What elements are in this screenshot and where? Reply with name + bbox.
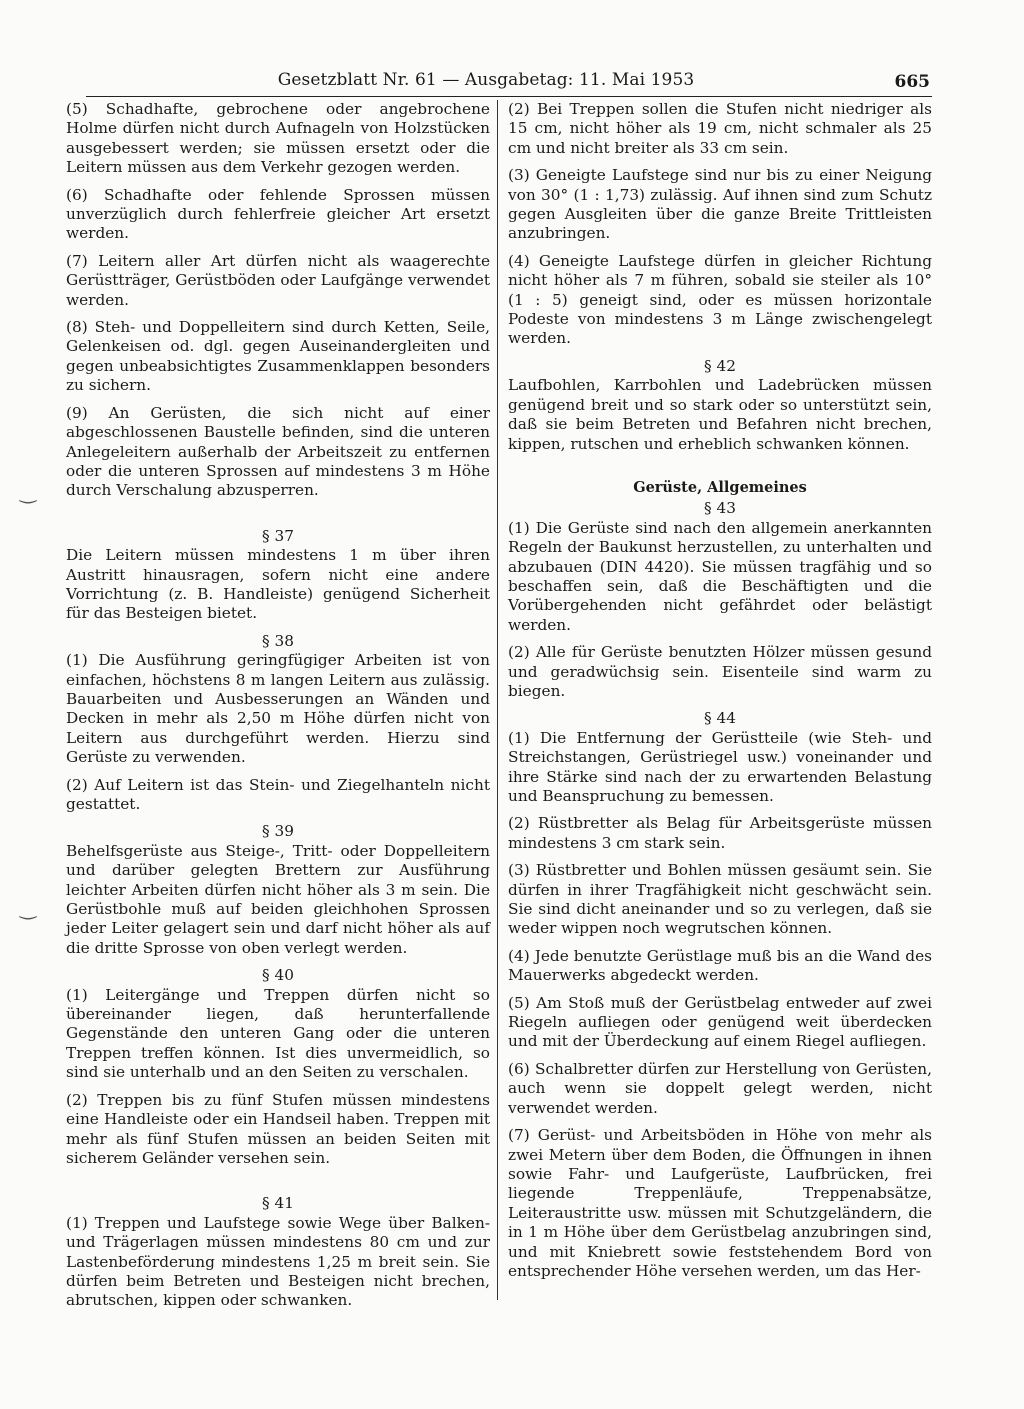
paragraph: (3) Rüstbretter und Bohlen müssen gesäumt sein. Sie dürfen in ihrer Tragfähigkeit nicht geschwächt sein. Sie sind dicht aneinander und so zu verlegen, daß sie weder wippen noch wegrutschen können. (508, 861, 932, 938)
paragraph: (1) Leitergänge und Treppen dürfen nicht so übereinander liegen, daß herunterfallende Gegenstände den unteren Gang oder die unteren Treppen treffen können. Ist dies unvermeidlich, so sind sie unterhalb und an den Seiten zu verschalen. (66, 985, 490, 1082)
section-number: § 44 (704, 709, 736, 728)
paragraph: (1) Die Gerüste sind nach den allgemein anerkannten Regeln der Baukunst herzustellen, zu unterhalten und abzubauen (DIN 4420). Sie müssen tragfähig und so beschaffen sein, daß die Beschäftigten und die Vorübergehenden nicht gefährdet oder belästigt werden. (508, 518, 932, 634)
paragraph: Behelfsgerüste aus Steige-, Tritt- oder Doppelleitern und darüber gelegten Brettern zur Ausführung leichter Arbeiten dürfen nicht höher als 3 m sein. Die Gerüstbohle muß auf beiden gleichhohen Sprossen jeder Leiter gelagert sein und darf nicht höher als auf die dritte Sprosse von oben verlegt werden. (66, 841, 490, 957)
paragraph: Die Leitern müssen mindestens 1 m über ihren Austritt hinausragen, sofern nicht eine andere Vorrichtung (z. B. Handleiste) genügend Sicherheit für das Besteigen bietet. (66, 546, 490, 623)
section-number: § 39 (262, 822, 294, 841)
paragraph: Laufbohlen, Karrbohlen und Ladebrücken müssen genügend breit und so stark oder so unterstützt sein, daß sie beim Betreten und Befahren nicht brechen, kippen, rutschen und erheblich schwanken können. (508, 376, 932, 453)
paragraph: (7) Gerüst- und Arbeitsböden in Höhe von mehr als zwei Metern über dem Boden, die Öffnungen in ihnen sowie Fahr- und Laufgerüste, Laufbrücken, frei liegende Treppenläufe, Treppenabsätze, Leiteraustritte usw. müssen mit Schutzgeländern, die in 1 m Höhe über dem Gerüstbelag anzubringen sind, und mit Kniebrett sowie feststehendem Bord von entsprechender Höhe versehen werden, um das Her- (508, 1126, 932, 1280)
section-number: § 37 (262, 526, 294, 545)
paragraph: (8) Steh- und Doppelleitern sind durch Ketten, Seile, Gelenkeisen od. dgl. gegen Auseinandergleiten und gegen unbeabsichtigtes Zusammenklappen besonders zu sichern. (66, 318, 490, 395)
section-number: § 38 (262, 631, 294, 650)
paragraph: (9) An Gerüsten, die sich nicht auf einer abgeschlossenen Baustelle befinden, sind die unteren Anlegeleitern außerhalb der Arbeitszeit zu entfernen oder die unteren Sprossen auf mindestens 3 m Höhe durch Verschalung abzusperren. (66, 403, 490, 500)
paragraph: (7) Leitern aller Art dürfen nicht als waagerechte Gerüstträger, Gerüstböden oder Laufgänge verwendet werden. (66, 251, 490, 309)
paragraph: (2) Rüstbretter als Belag für Arbeitsgerüste müssen mindestens 3 cm stark sein. (508, 814, 932, 852)
paragraph: (1) Die Ausführung geringfügiger Arbeiten ist von einfachen, höchstens 8 m langen Leitern aus zulässig. Bauarbeiten und Ausbesserungen an Wänden und Decken in mehr als 2,50 m Höhe dürfen nicht von Leitern aus durchgeführt werden. Hierzu sind Gerüste zu verwenden. (66, 651, 490, 767)
paragraph: (5) Am Stoß muß der Gerüstbelag entweder auf zwei Riegeln aufliegen oder genügend weit überdecken und mit der Überdeckung auf einem Riegel aufliegen. (508, 993, 932, 1051)
paragraph: (6) Schalbretter dürfen zur Herstellung von Gerüsten, auch wenn sie doppelt gelegt werden, nicht verwendet werden. (508, 1059, 932, 1117)
left-column (66, 100, 490, 1319)
paragraph: (2) Bei Treppen sollen die Stufen nicht niedriger als 15 cm, nicht höher als 19 cm, nicht schmaler als 25 cm und nicht breiter als 33 cm sein. (508, 100, 932, 157)
section-number: § 41 (262, 1194, 294, 1213)
column-divider (497, 100, 498, 1300)
paragraph: (6) Schadhafte oder fehlende Sprossen müssen unverzüglich durch fehlerfreie gleicher Art ersetzt werden. (66, 185, 490, 243)
paragraph: (2) Auf Leitern ist das Stein- und Ziegelhanteln nicht gestattet. (66, 775, 490, 813)
page-number: 665 (894, 72, 930, 92)
paragraph: (1) Treppen und Laufstege sowie Wege über Balken- und Trägerlagen müssen mindestens 80 cm und zur Lastenbeförderung mindestens 1,25 m breit sein. Sie dürfen beim Betreten und Besteigen nicht brechen, abrutschen, kippen oder schwanken. (66, 1213, 490, 1310)
paragraph: (2) Treppen bis zu fünf Stufen müssen mindestens eine Handleiste oder ein Handseil haben. Treppen mit mehr als fünf Stufen müssen an beiden Seiten mit sicherem Geländer versehen sein. (66, 1090, 490, 1167)
paragraph: (4) Geneigte Laufstege dürfen in gleicher Richtung nicht höher als 7 m führen, sobald sie steiler als 10° (1 : 5) geneigt sind, oder es müssen horizontale Podeste von mindestens 3 m Länge zwischengelegt werden. (508, 251, 932, 348)
margin-mark: ‿ (20, 896, 37, 920)
section-number: § 40 (262, 966, 294, 985)
section-number: § 42 (704, 356, 736, 375)
paragraph: (1) Die Entfernung der Gerüstteile (wie Steh- und Streichstangen, Gerüstriegel usw.) voneinander und ihre Stärke sind nach der zu erwartenden Belastung und Beanspruchung zu bemessen. (508, 728, 932, 805)
section-heading: Gerüste, Allgemeines (633, 478, 807, 496)
paragraph: (4) Jede benutzte Gerüstlage muß bis an die Wand des Mauerwerks abgedeckt werden. (508, 946, 932, 985)
right-column (508, 100, 932, 1289)
paragraph: (2) Alle für Gerüste benutzten Hölzer müssen gesund und geradwüchsig sein. Eisenteile sind warm zu biegen. (508, 643, 932, 700)
header-title: Gesetzblatt Nr. 61 — Ausgabetag: 11. Mai 1953 (277, 70, 695, 90)
paragraph: (5) Schadhafte, gebrochene oder angebrochene Holme dürfen nicht durch Aufnageln von Holzstücken ausgebessert werden; sie müssen ersetzt oder die Leitern müssen aus dem Verkehr gezogen werden. (66, 100, 490, 177)
section-number: § 43 (704, 499, 736, 518)
page-header (86, 64, 932, 97)
margin-mark: ‿ (20, 480, 37, 504)
paragraph: (3) Geneigte Laufstege sind nur bis zu einer Neigung von 30° (1 : 1,73) zulässig. Auf ihnen sind zum Schutz gegen Ausgleiten über die ganze Breite Trittleisten anzubringen. (508, 166, 932, 243)
